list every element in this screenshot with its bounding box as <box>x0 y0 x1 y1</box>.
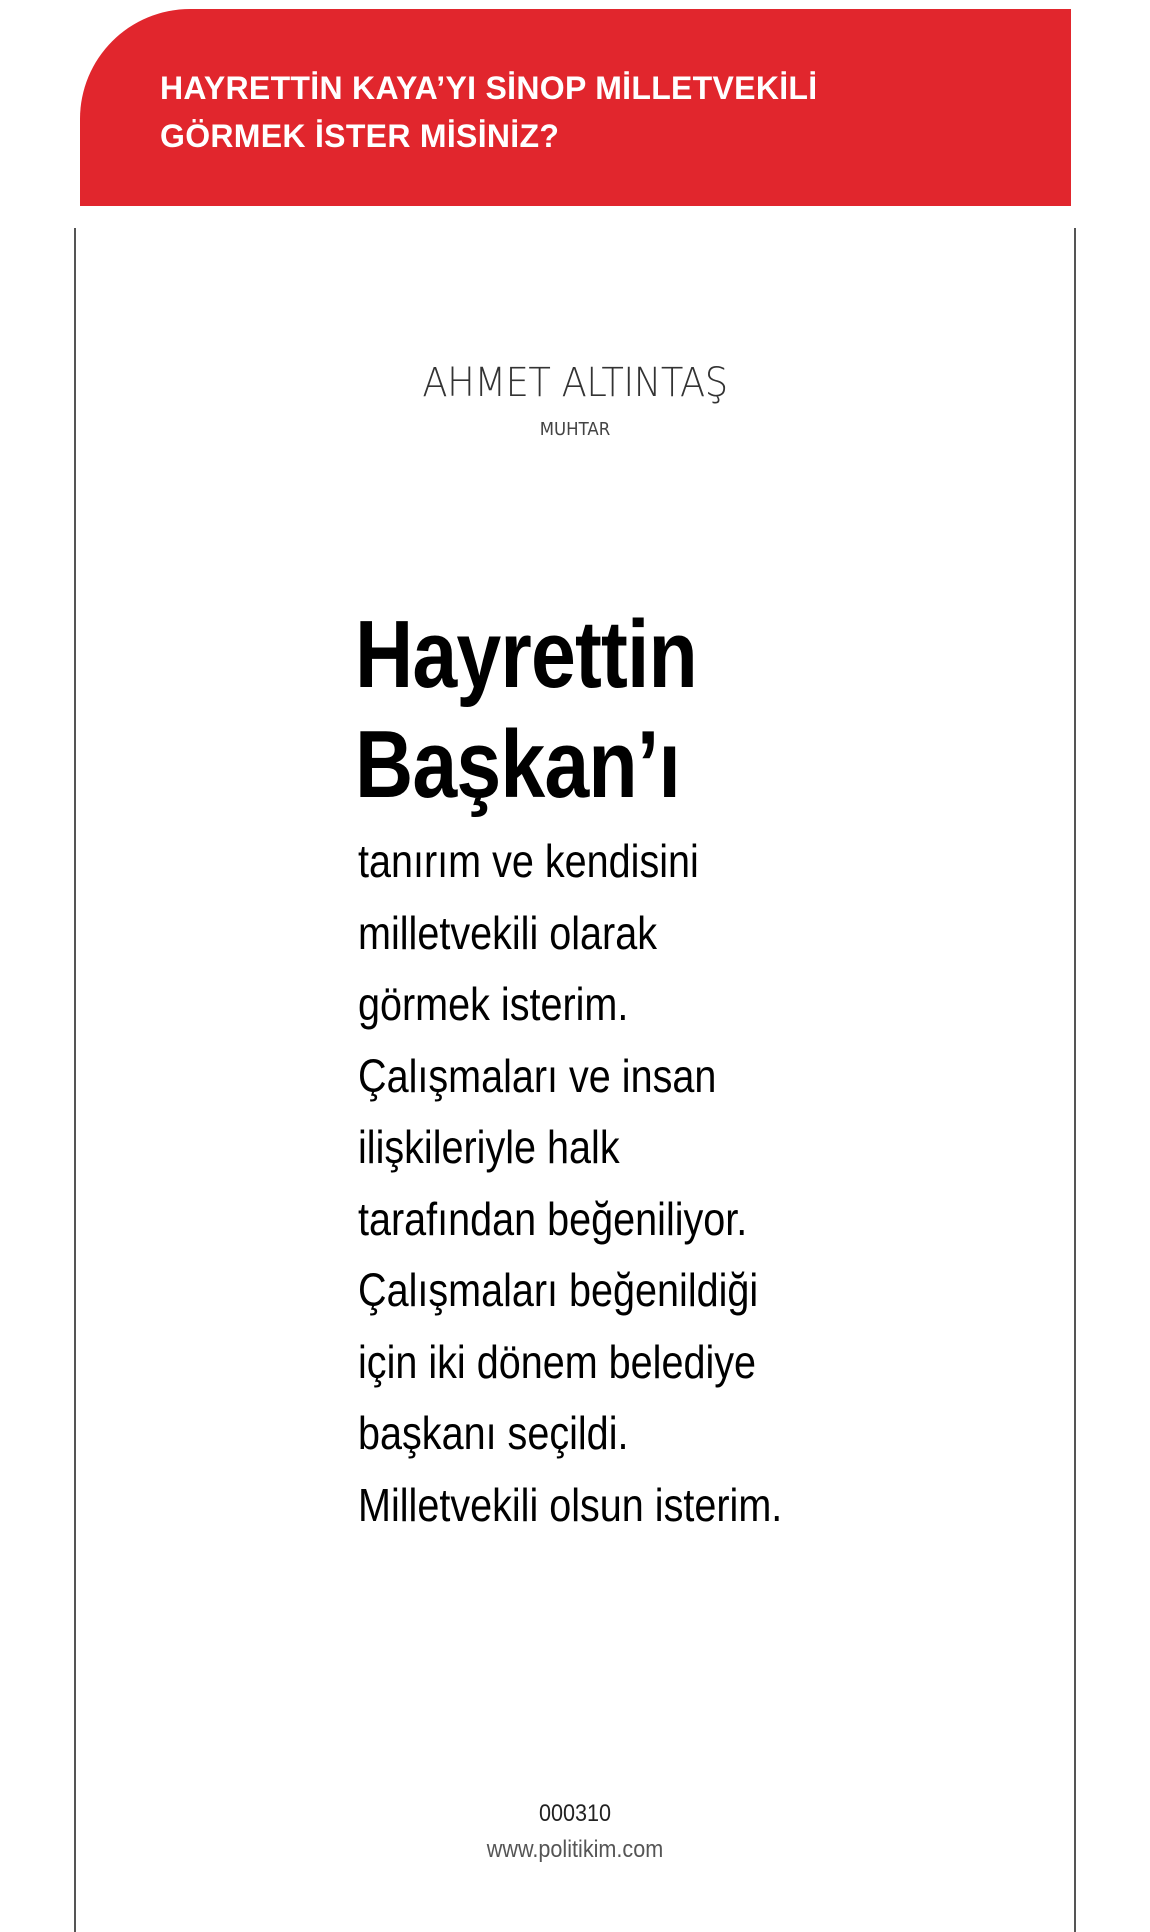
website-link[interactable]: www.politikim.com <box>486 1836 664 1863</box>
quote-headline <box>355 600 697 820</box>
body-line: ilişkileriyle halk <box>358 1121 620 1173</box>
body-line: görmek isterim. <box>358 978 629 1030</box>
headline-line: Başkan’ı <box>355 711 680 818</box>
header-banner <box>80 9 1071 206</box>
body-line: Çalışmaları beğenildiği <box>358 1264 759 1316</box>
body-line: tanırım ve kendisini <box>358 835 699 887</box>
author-role: MUHTAR <box>539 419 611 440</box>
body-line: başkanı seçildi. <box>358 1407 629 1459</box>
body-line: Milletvekili olsun isterim. <box>358 1478 783 1531</box>
banner-title-line: GÖRMEK İSTER MİSİNİZ? <box>160 118 560 154</box>
headline-line: Hayrettin <box>355 601 697 708</box>
author-name: AHMET ALTINTAŞ <box>422 360 728 406</box>
quote-body <box>358 826 782 1541</box>
document-code: 000310 <box>538 1800 612 1827</box>
body-line: Çalışmaları ve insan <box>358 1049 717 1102</box>
right-border-line <box>1074 228 1076 1932</box>
body-line: milletvekili olarak <box>358 906 657 959</box>
body-line: için iki dönem belediye <box>358 1335 757 1388</box>
body-line: tarafından beğeniliyor. <box>358 1192 748 1245</box>
banner-title-line: HAYRETTİN KAYA’YI SİNOP MİLLETVEKİLİ <box>160 70 818 106</box>
banner-title <box>160 64 817 160</box>
left-border-line <box>74 228 76 1932</box>
